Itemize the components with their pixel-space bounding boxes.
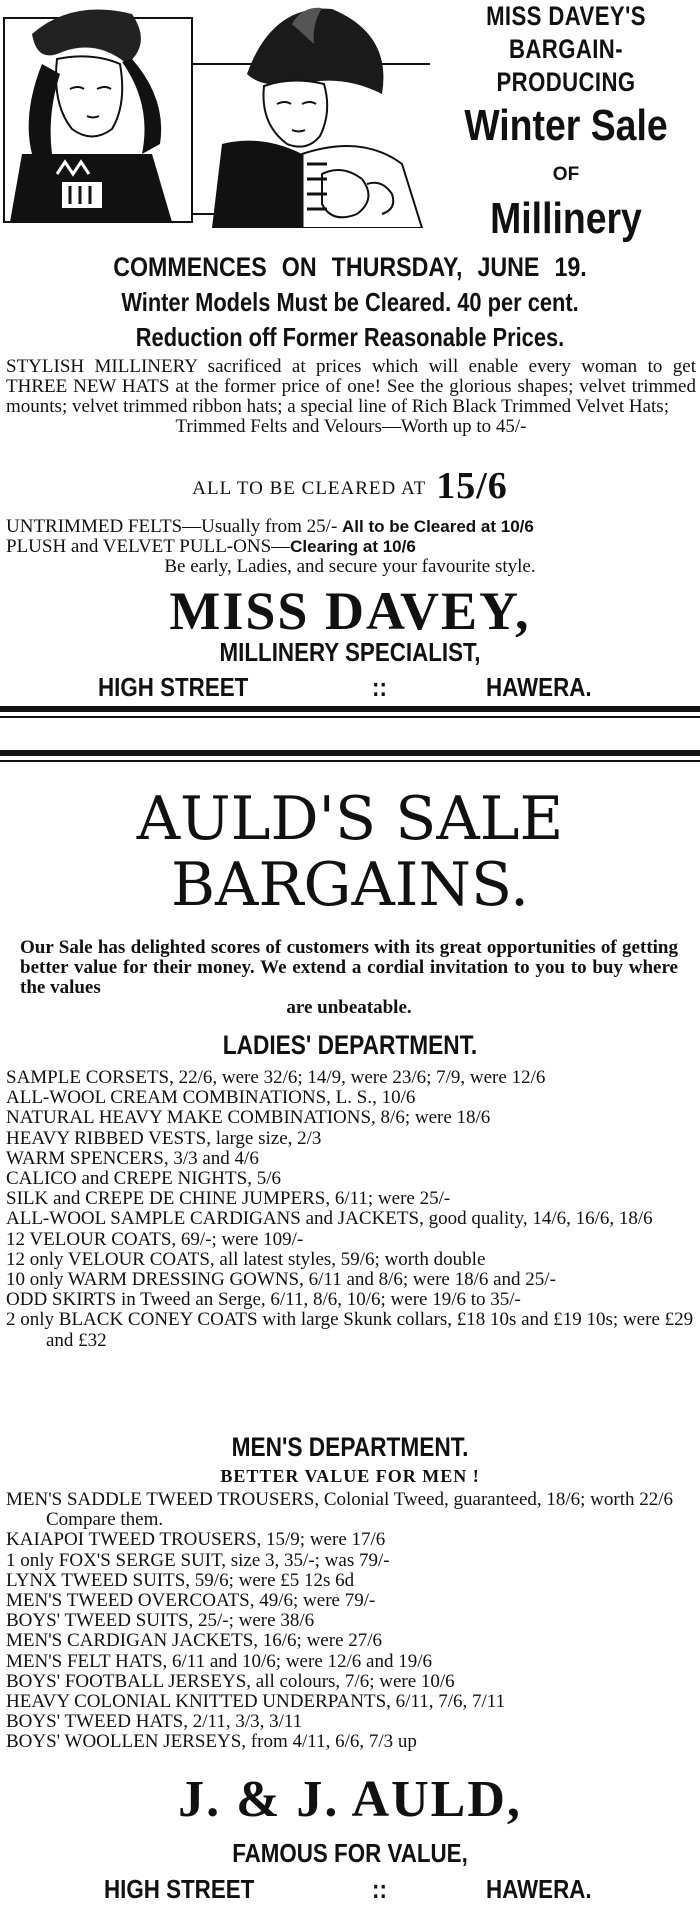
list-item: WARM SPENCERS, 3/3 and 4/6 — [6, 1147, 259, 1169]
miss-davey-advert — [0, 0, 700, 712]
title-line: BARGAINS. — [170, 850, 530, 920]
untrimmed-price: All to be Cleared at 10/6 — [342, 517, 534, 536]
millinery-illustration — [2, 4, 432, 228]
headline-line: Millinery — [490, 194, 642, 243]
price-reduction: Reduction off Former Reasonable Prices. — [135, 322, 565, 352]
sale-headline — [432, 0, 700, 249]
list-item: 2 only BLACK CONEY COATS with large Skunk collars, £18 10s and £19 10s; were £29 and £32 — [6, 1309, 694, 1351]
be-early-line: Be early, Ladies, and secure your favourite style. — [164, 556, 536, 577]
headline-line: MISS DAVEY'S — [486, 1, 646, 31]
list-item: HEAVY RIBBED VESTS, large size, 2/3 — [6, 1127, 322, 1149]
cleared-price: 15/6 — [436, 465, 508, 507]
title-line: AULD'S SALE — [136, 784, 564, 854]
ladies-department-heading: LADIES' DEPARTMENT. — [222, 1030, 478, 1060]
list-item: SILK and CREPE DE CHINE JUMPERS, 6/11; were 25/- — [6, 1188, 451, 1210]
address-town: HAWERA. — [486, 1874, 592, 1904]
paragraph-text: STYLISH MILLINERY sacrificed at prices which will enable every woman to get THREE NEW HATS at the former price of one! See the glorious shapes; velvet trimmed mounts; velvet trimmed ribbon hats; a special line of Rich Black Trimmed Velvet Hats; — [6, 356, 696, 417]
list-item: BOYS' FOOTBALL JERSEYS, all colours, 7/6; were 10/6 — [6, 1670, 455, 1692]
untrimmed-felts-line — [6, 516, 534, 538]
aulds-title — [0, 786, 700, 918]
headline-line: Winter Sale — [464, 101, 668, 150]
list-item: LYNX TWEED SUITS, 59/6; were £5 12s 6d — [6, 1569, 355, 1591]
millinery-paragraph — [6, 357, 696, 437]
list-item: MEN'S SADDLE TWEED TROUSERS, Colonial Tweed, guaranteed, 18/6; worth 22/6 Compare them. — [6, 1489, 674, 1531]
plush-text: PLUSH and VELVET PULL-ONS— — [6, 536, 291, 557]
list-item: 10 only WARM DRESSING GOWNS, 6/11 and 8/6; were 18/6 and 25/- — [6, 1269, 556, 1291]
j-and-j-auld-name: J. & J. AULD, — [178, 1771, 522, 1828]
list-item: ALL-WOOL CREAM COMBINATIONS, L. S., 10/6 — [6, 1087, 416, 1109]
must-be-cleared: Winter Models Must be Cleared. 40 per cent. — [121, 287, 579, 317]
address-separator: :: — [372, 672, 387, 702]
list-item: KAIAPOI TWEED TROUSERS, 15/9; were 17/6 — [6, 1529, 386, 1551]
list-item: MEN'S TWEED OVERCOATS, 49/6; were 79/- — [6, 1590, 376, 1612]
address-separator: :: — [372, 1874, 387, 1904]
list-item: ALL-WOOL SAMPLE CARDIGANS and JACKETS, good quality, 14/6, 16/6, 18/6 — [6, 1208, 653, 1230]
intro-paragraph — [20, 938, 678, 1018]
divider-rule — [0, 716, 700, 718]
ladies-items-list — [6, 1068, 696, 1351]
list-item: 12 VELOUR COATS, 69/-; were 109/- — [6, 1228, 304, 1250]
list-item: BOYS' TWEED HATS, 2/11, 3/3, 3/11 — [6, 1711, 303, 1733]
headline-line: OF — [552, 164, 580, 185]
millinery-specialist: MILLINERY SPECIALIST, — [219, 637, 481, 667]
list-item: CALICO and CREPE NIGHTS, 5/6 — [6, 1168, 281, 1190]
list-item: MEN'S FELT HATS, 6/11 and 10/6; were 12/6 and 19/6 — [6, 1650, 432, 1672]
list-item: 1 only FOX'S SERGE SUIT, size 3, 35/-; was 79/- — [6, 1549, 390, 1571]
plush-price: Clearing at 10/6 — [290, 537, 416, 556]
intro-text: Our Sale has delighted scores of customers with its great opportunities of getting better value for their money. We extend a cordial invitation to you to buy where the values — [20, 937, 678, 998]
mens-department-heading: MEN'S DEPARTMENT. — [231, 1432, 469, 1462]
divider-rule — [0, 706, 700, 712]
untrimmed-text: UNTRIMMED FELTS—Usually from 25/- — [6, 516, 338, 537]
list-item: MEN'S CARDIGAN JACKETS, 16/6; were 27/6 — [6, 1630, 383, 1652]
list-item: BOYS' WOOLLEN JERSEYS, from 4/11, 6/6, 7/3 up — [6, 1731, 417, 1753]
cleared-text: ALL TO BE CLEARED AT — [192, 478, 427, 499]
paragraph-last-line: Trimmed Felts and Velours—Worth up to 45/- — [175, 416, 527, 437]
address-town: HAWERA. — [486, 672, 592, 702]
list-item: HEAVY COLONIAL KNITTED UNDERPANTS, 6/11, 7/6, 7/11 — [6, 1691, 506, 1713]
list-item: NATURAL HEAVY MAKE COMBINATIONS, 8/6; were 18/6 — [6, 1107, 491, 1129]
intro-last-line: are unbeatable. — [286, 997, 412, 1018]
address-street: HIGH STREET — [98, 672, 249, 702]
headline-line: BARGAIN-PRODUCING — [496, 34, 636, 97]
commences-date: COMMENCES ON THURSDAY, JUNE 19. — [113, 252, 587, 282]
list-item: SAMPLE CORSETS, 22/6, were 32/6; 14/9, were 23/6; 7/9, were 12/6 — [6, 1067, 546, 1088]
famous-for-value: FAMOUS FOR VALUE, — [232, 1838, 468, 1868]
list-item: BOYS' TWEED SUITS, 25/-; were 38/6 — [6, 1610, 315, 1632]
address-street: HIGH STREET — [104, 1874, 255, 1904]
list-item: 12 only VELOUR COATS, all latest styles, 59/6; worth double — [6, 1248, 486, 1270]
plush-pullons-line — [6, 536, 416, 558]
divider-rule — [0, 760, 700, 762]
cleared-price-line — [0, 464, 700, 508]
divider-rule — [0, 750, 700, 756]
mens-items-list — [6, 1490, 696, 1753]
miss-davey-name: MISS DAVEY, — [169, 581, 531, 641]
list-item: ODD SKIRTS in Tweed an Serge, 6/11, 8/6, 10/6; were 19/6 to 35/- — [6, 1289, 521, 1311]
better-value-subheading: BETTER VALUE FOR MEN ! — [220, 1466, 480, 1486]
